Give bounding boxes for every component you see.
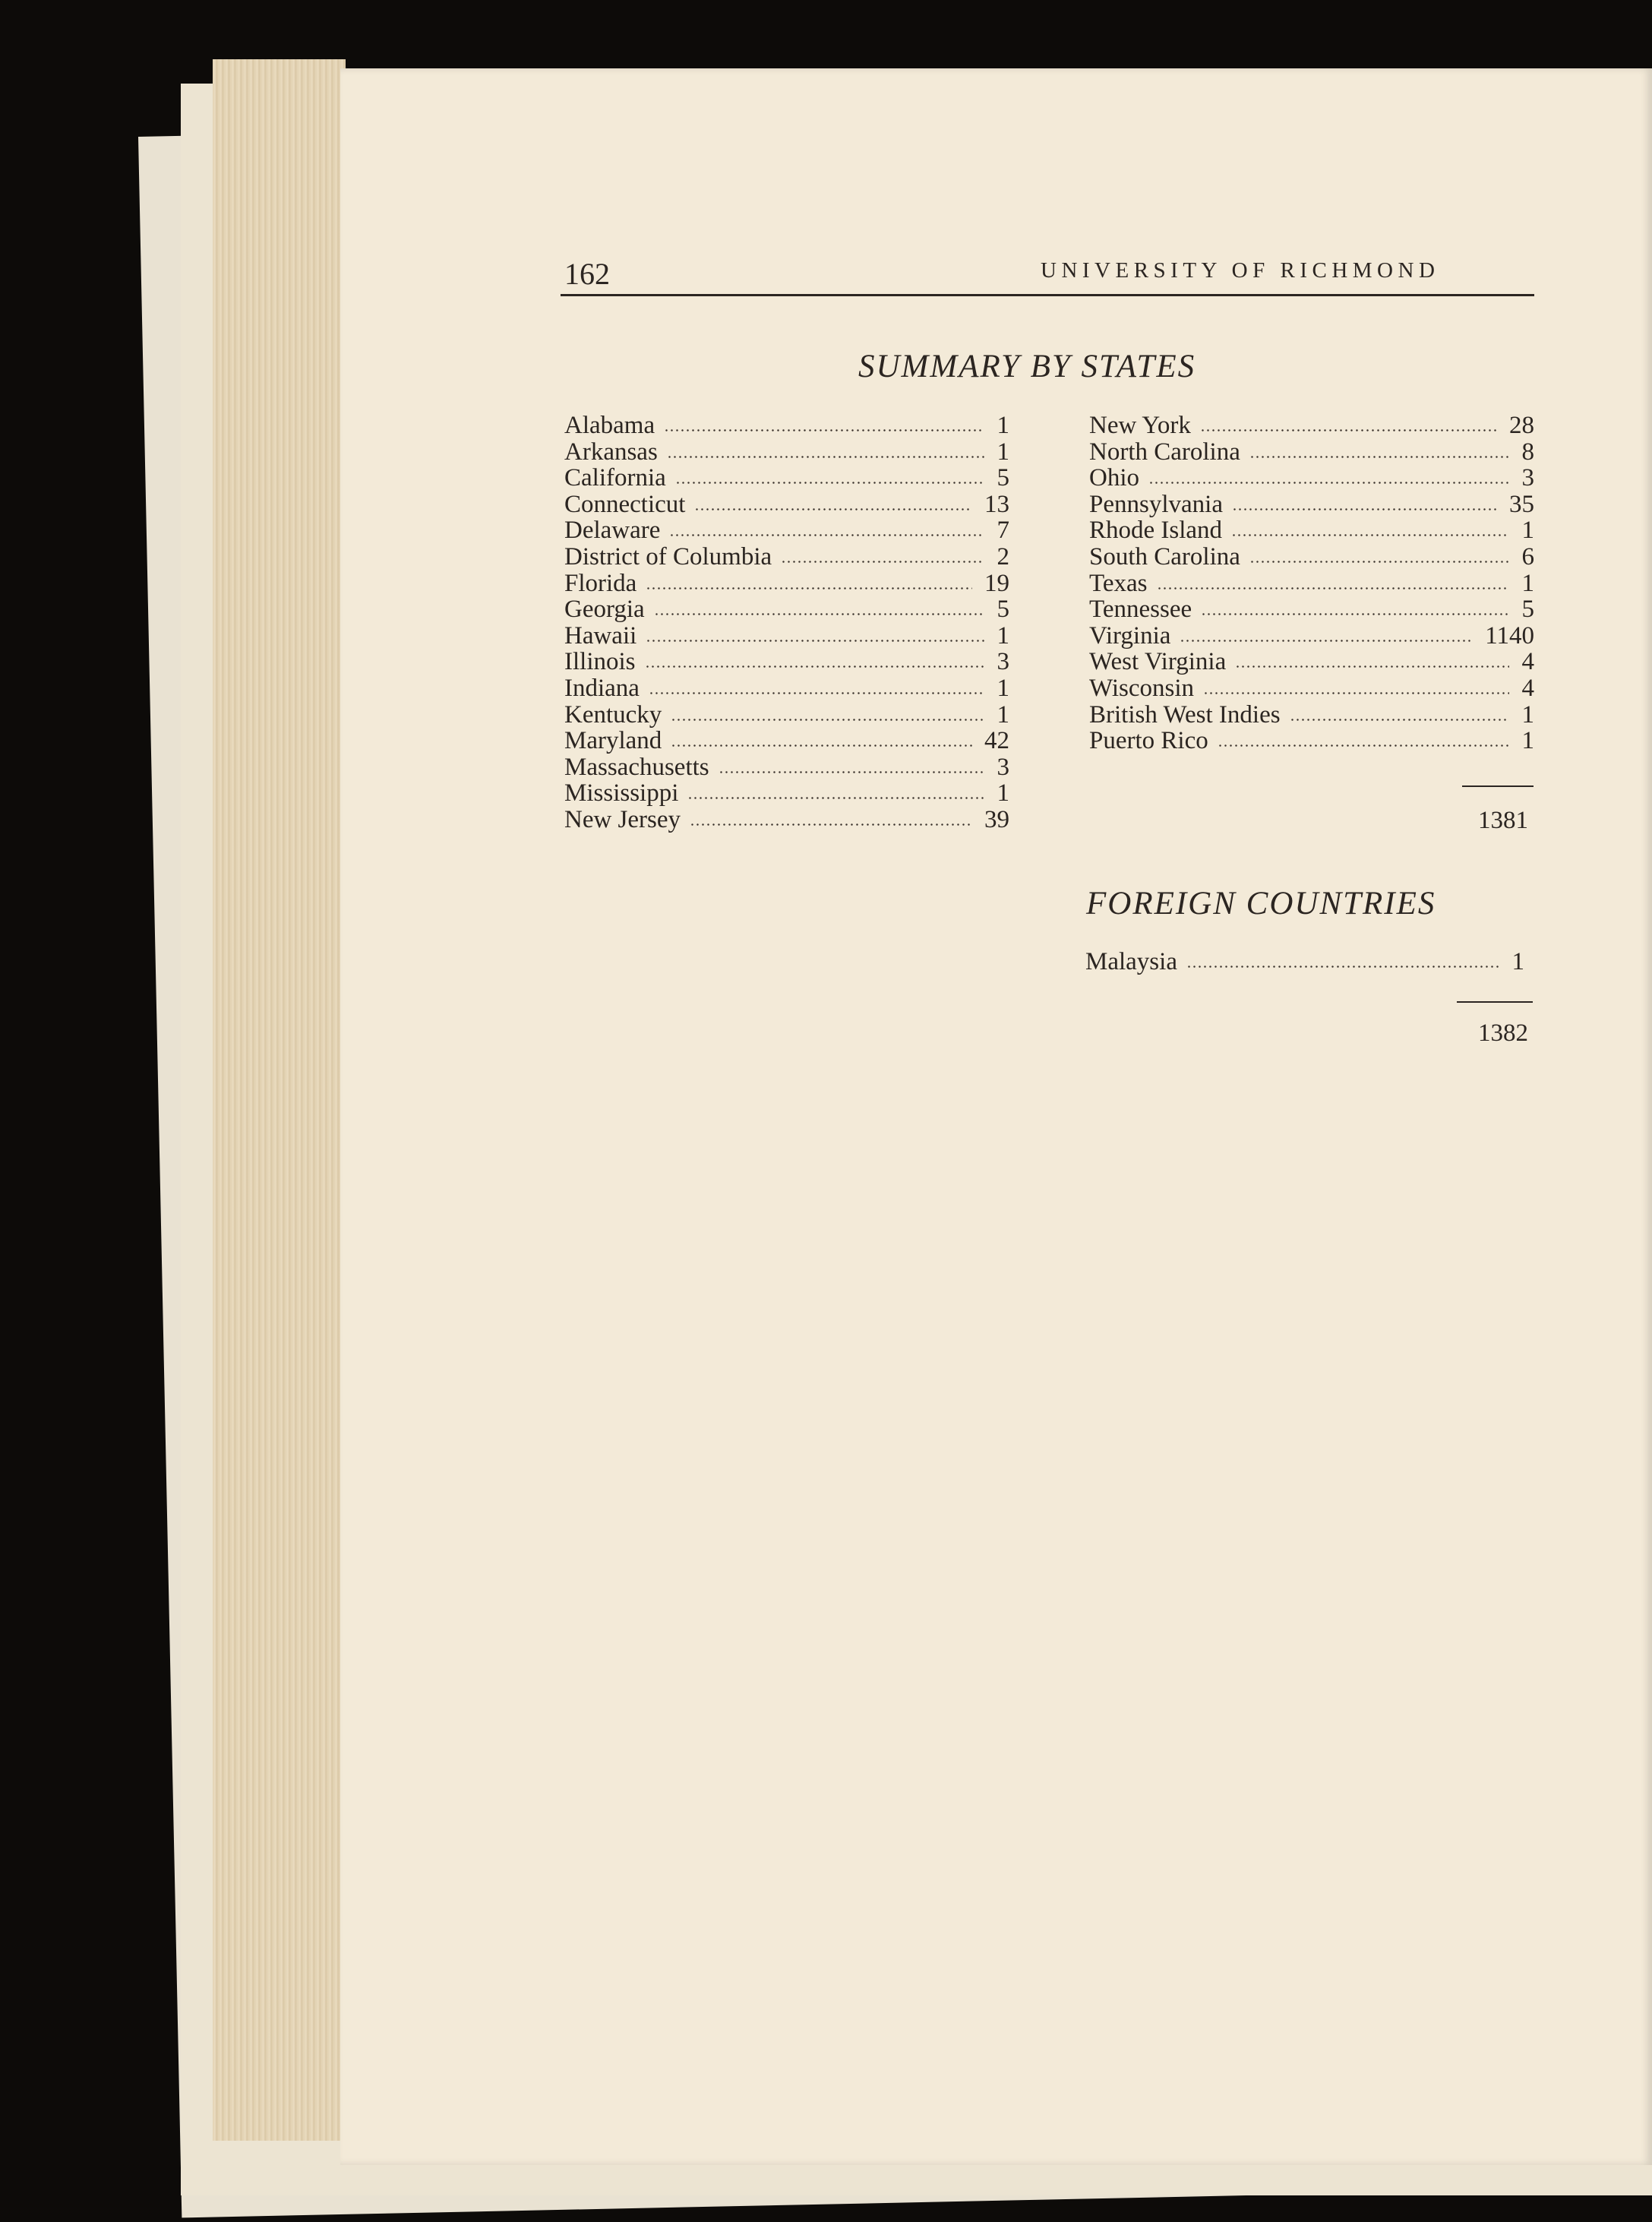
entry-count: 1 [997,438,1009,466]
list-item [1089,622,1534,650]
entry-count: 5 [997,464,1009,492]
list-item [1089,412,1534,439]
list-item [564,438,1009,466]
dot-leader [671,744,972,747]
list-item [564,596,1009,623]
entry-name: Malaysia [1085,948,1177,975]
entry-name: California [564,464,666,492]
entry-name: Connecticut [564,490,686,518]
entry-name: Hawaii [564,621,637,650]
entry-count: 19 [984,569,1009,597]
dot-leader [669,534,984,536]
entry-name: Florida [564,569,637,597]
list-item [564,727,1009,754]
list-item [1089,438,1534,466]
dot-leader [1200,429,1497,431]
page-number: 162 [564,257,610,291]
list-item [1089,648,1534,675]
entry-name: Georgia [564,596,645,624]
entry-name: Delaware [564,517,661,545]
entry-name: Virginia [1089,621,1171,650]
list-item [564,701,1009,729]
entry-name: Arkansas [564,438,658,466]
entry-count: 5 [1521,596,1534,624]
entry-name: Pennsylvania [1089,490,1223,518]
entry-count: 28 [1509,412,1534,439]
list-item [1089,675,1534,702]
running-title: UNIVERSITY OF RICHMOND [1041,258,1440,283]
entry-name: Maryland [564,727,662,755]
list-item [564,570,1009,597]
dot-leader [649,692,984,694]
entry-count: 1 [997,412,1009,439]
dot-leader [687,797,984,799]
dot-leader [671,719,984,721]
entry-count: 3 [997,648,1009,676]
entry-count: 13 [984,490,1009,518]
dot-leader [1201,613,1509,615]
list-item [564,806,1009,833]
entry-count: 1 [1521,569,1534,597]
dot-leader [667,456,984,458]
entry-name: Kentucky [564,700,662,729]
dot-leader [781,561,984,563]
dot-leader [1231,534,1509,536]
list-item [1089,543,1534,571]
states-total-rule [1462,785,1534,787]
dot-leader [1290,719,1509,721]
entry-name: Mississippi [564,779,679,808]
entry-count: 5 [997,596,1009,624]
entry-name: Tennessee [1089,596,1192,624]
dot-leader [645,665,984,668]
entry-count: 1 [1521,700,1534,729]
entry-count: 1 [997,779,1009,808]
dot-leader [664,429,984,431]
entry-count: 7 [997,517,1009,545]
list-item [1089,596,1534,623]
list-item [564,675,1009,702]
book-page-edges [213,59,346,2141]
entry-name: Massachusetts [564,753,709,781]
dot-leader [675,482,984,484]
list-item [564,543,1009,571]
entry-count: 35 [1509,490,1534,518]
list-item [1089,701,1534,729]
dot-leader [690,823,972,826]
entry-count: 42 [984,727,1009,755]
list-item [1089,491,1534,518]
list-item [564,412,1009,439]
entry-count: 1140 [1485,621,1534,650]
entry-name: South Carolina [1089,543,1240,571]
list-item [1089,727,1534,754]
states-total: 1381 [1478,807,1528,834]
dot-leader [694,508,972,510]
entry-count: 6 [1521,543,1534,571]
entry-name: New York [1089,412,1191,439]
foreign-countries-heading: FOREIGN COUNTRIES [1086,886,1436,921]
entry-count: 8 [1521,438,1534,466]
dot-leader [1249,561,1509,563]
dot-leader [646,587,972,589]
grand-total-rule [1457,1001,1533,1003]
entry-count: 39 [984,806,1009,833]
list-item [564,464,1009,491]
entry-name: Wisconsin [1089,675,1194,702]
entry-name: West Virginia [1089,648,1227,676]
entry-count: 1 [1521,727,1534,755]
entry-count: 4 [1521,648,1534,676]
entry-count: 3 [997,753,1009,781]
header-rule [561,294,1534,296]
entry-name: North Carolina [1089,438,1240,466]
grand-total: 1382 [1478,1019,1528,1047]
list-item [1085,948,1524,975]
list-item [564,754,1009,781]
list-item [1089,570,1534,597]
dot-leader [646,640,984,642]
entry-count: 1 [1511,948,1524,975]
list-item [1089,464,1534,491]
dot-leader [1249,456,1509,458]
entry-count: 1 [997,700,1009,729]
entry-name: Ohio [1089,464,1139,492]
summary-by-states-heading: SUMMARY BY STATES [858,349,1196,384]
dot-leader [1186,966,1499,968]
list-item [564,491,1009,518]
entry-name: Rhode Island [1089,517,1223,545]
entry-count: 2 [997,543,1009,571]
dot-leader [1203,692,1509,694]
entry-name: Texas [1089,569,1148,597]
entry-name: Alabama [564,412,655,439]
list-item [564,648,1009,675]
dot-leader [719,771,984,773]
dot-leader [1148,482,1509,484]
dot-leader [1180,640,1473,642]
dot-leader [654,613,984,615]
entry-name: British West Indies [1089,700,1281,729]
dot-leader [1218,744,1509,747]
entry-name: Illinois [564,648,636,676]
list-item [564,622,1009,650]
entry-count: 1 [1521,517,1534,545]
dot-leader [1232,508,1497,510]
list-item [564,779,1009,807]
dot-leader [1235,665,1509,668]
entry-name: District of Columbia [564,543,772,571]
entry-name: Indiana [564,675,640,702]
list-item [564,517,1009,544]
entry-count: 1 [997,675,1009,702]
list-item [1089,517,1534,544]
entry-name: New Jersey [564,806,681,833]
entry-count: 4 [1521,675,1534,702]
entry-name: Puerto Rico [1089,727,1208,755]
dot-leader [1157,587,1509,589]
entry-count: 3 [1521,464,1534,492]
entry-count: 1 [997,621,1009,650]
